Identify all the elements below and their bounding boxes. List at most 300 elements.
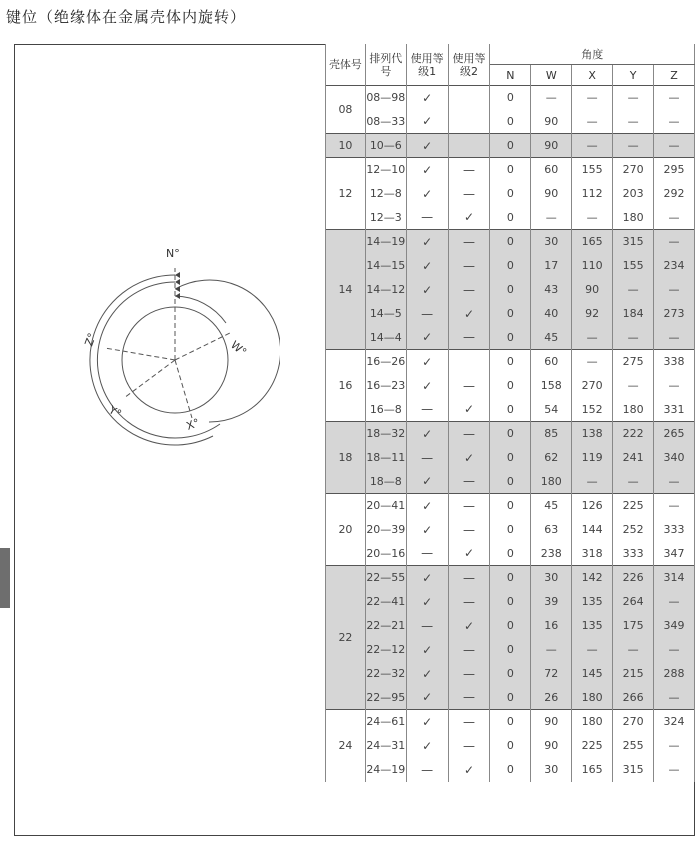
table-row bbox=[326, 662, 695, 686]
angle-n: 0 bbox=[490, 734, 531, 758]
angle-w: 30 bbox=[531, 758, 572, 782]
series-code: 14—15 bbox=[365, 254, 406, 278]
series-code: 16—23 bbox=[365, 374, 406, 398]
angle-z: — bbox=[654, 494, 695, 518]
angle-x: 145 bbox=[572, 662, 613, 686]
angle-n: 0 bbox=[490, 710, 531, 734]
angle-w: 60 bbox=[531, 158, 572, 182]
angle-n: 0 bbox=[490, 158, 531, 182]
angle-w: 17 bbox=[531, 254, 572, 278]
use-level-2: — bbox=[448, 182, 490, 206]
table-row bbox=[326, 566, 695, 590]
angle-z: — bbox=[654, 326, 695, 350]
angle-y: 175 bbox=[613, 614, 654, 638]
table-row bbox=[326, 518, 695, 542]
use-level-1: — bbox=[406, 614, 448, 638]
angle-y: 270 bbox=[613, 710, 654, 734]
table-row bbox=[326, 494, 695, 518]
angle-x: 112 bbox=[572, 182, 613, 206]
use-level-2: — bbox=[448, 518, 490, 542]
series-code: 18—11 bbox=[365, 446, 406, 470]
arc-w bbox=[175, 296, 226, 323]
angle-x: — bbox=[572, 134, 613, 158]
use-level-1: ✓ bbox=[406, 134, 448, 158]
use-level-1: ✓ bbox=[406, 566, 448, 590]
angle-x: — bbox=[572, 206, 613, 230]
table-row bbox=[326, 182, 695, 206]
angle-n: 0 bbox=[490, 518, 531, 542]
angle-x: — bbox=[572, 326, 613, 350]
shell-group bbox=[326, 134, 695, 158]
angle-z: 331 bbox=[654, 398, 695, 422]
use-level-1: ✓ bbox=[406, 86, 448, 110]
series-code: 08—98 bbox=[365, 86, 406, 110]
use-level-2: — bbox=[448, 326, 490, 350]
angle-n: 0 bbox=[490, 302, 531, 326]
use-level-1: ✓ bbox=[406, 590, 448, 614]
angle-y: 222 bbox=[613, 422, 654, 446]
use-level-1: ✓ bbox=[406, 638, 448, 662]
use-level-1: — bbox=[406, 398, 448, 422]
angle-n: 0 bbox=[490, 86, 531, 110]
angle-x: 119 bbox=[572, 446, 613, 470]
angle-x: 126 bbox=[572, 494, 613, 518]
use-level-2: — bbox=[448, 254, 490, 278]
series-code: 14—5 bbox=[365, 302, 406, 326]
label-x: X° bbox=[184, 416, 202, 433]
angle-w: 90 bbox=[531, 710, 572, 734]
angle-z: 292 bbox=[654, 182, 695, 206]
angle-y: — bbox=[613, 110, 654, 134]
use-level-2: — bbox=[448, 494, 490, 518]
shell-group bbox=[326, 230, 695, 350]
table-row bbox=[326, 254, 695, 278]
angle-n: 0 bbox=[490, 206, 531, 230]
angle-y: 155 bbox=[613, 254, 654, 278]
use-level-1: ✓ bbox=[406, 158, 448, 182]
angle-x: 90 bbox=[572, 278, 613, 302]
angle-x: 155 bbox=[572, 158, 613, 182]
angle-w: 26 bbox=[531, 686, 572, 710]
angle-n: 0 bbox=[490, 134, 531, 158]
angle-n: 0 bbox=[490, 662, 531, 686]
angle-w: — bbox=[531, 638, 572, 662]
use-level-2: — bbox=[448, 470, 490, 494]
angle-w: — bbox=[531, 206, 572, 230]
angle-x: — bbox=[572, 86, 613, 110]
use-level-2: — bbox=[448, 686, 490, 710]
angle-n: 0 bbox=[490, 470, 531, 494]
angle-x: 135 bbox=[572, 614, 613, 638]
angle-z: 295 bbox=[654, 158, 695, 182]
use-level-1: ✓ bbox=[406, 494, 448, 518]
angle-w: 90 bbox=[531, 110, 572, 134]
use-level-1: ✓ bbox=[406, 278, 448, 302]
angle-n: 0 bbox=[490, 686, 531, 710]
angle-y: 270 bbox=[613, 158, 654, 182]
angle-n: 0 bbox=[490, 758, 531, 782]
shell-number: 10 bbox=[326, 134, 366, 158]
series-code: 18—32 bbox=[365, 422, 406, 446]
angle-z: — bbox=[654, 686, 695, 710]
angle-x: 110 bbox=[572, 254, 613, 278]
ray-z bbox=[105, 348, 175, 360]
angle-y: 266 bbox=[613, 686, 654, 710]
angle-x: 225 bbox=[572, 734, 613, 758]
use-level-2: — bbox=[448, 662, 490, 686]
angle-w: 85 bbox=[531, 422, 572, 446]
use-level-2: — bbox=[448, 278, 490, 302]
table-row bbox=[326, 350, 695, 374]
angle-y: 225 bbox=[613, 494, 654, 518]
table-row bbox=[326, 638, 695, 662]
use-level-1: ✓ bbox=[406, 374, 448, 398]
angle-z: — bbox=[654, 734, 695, 758]
use-level-2: — bbox=[448, 422, 490, 446]
angle-y: 180 bbox=[613, 398, 654, 422]
use-level-2: — bbox=[448, 638, 490, 662]
series-code: 14—4 bbox=[365, 326, 406, 350]
use-level-2 bbox=[448, 86, 490, 110]
angle-z: — bbox=[654, 590, 695, 614]
use-level-1: ✓ bbox=[406, 470, 448, 494]
series-code: 24—31 bbox=[365, 734, 406, 758]
use-level-1: — bbox=[406, 542, 448, 566]
angle-z: 234 bbox=[654, 254, 695, 278]
use-level-2: — bbox=[448, 590, 490, 614]
table-row bbox=[326, 206, 695, 230]
angle-w: — bbox=[531, 86, 572, 110]
angle-n: 0 bbox=[490, 446, 531, 470]
series-code: 16—26 bbox=[365, 350, 406, 374]
shell-number: 08 bbox=[326, 86, 366, 134]
angle-w: 158 bbox=[531, 374, 572, 398]
angle-x: 142 bbox=[572, 566, 613, 590]
header-use1: 使用等级1 bbox=[406, 44, 448, 86]
use-level-2 bbox=[448, 110, 490, 134]
angle-x: 165 bbox=[572, 230, 613, 254]
shell-number: 22 bbox=[326, 566, 366, 710]
angle-y: 180 bbox=[613, 206, 654, 230]
angle-y: 255 bbox=[613, 734, 654, 758]
angle-w: 63 bbox=[531, 518, 572, 542]
angle-z: — bbox=[654, 230, 695, 254]
series-code: 24—61 bbox=[365, 710, 406, 734]
use-level-2: — bbox=[448, 710, 490, 734]
use-level-2: ✓ bbox=[448, 758, 490, 782]
table-row bbox=[326, 86, 695, 110]
series-code: 24—19 bbox=[365, 758, 406, 782]
angle-n: 0 bbox=[490, 638, 531, 662]
series-code: 20—41 bbox=[365, 494, 406, 518]
angle-w: 40 bbox=[531, 302, 572, 326]
table-row bbox=[326, 542, 695, 566]
series-code: 12—3 bbox=[365, 206, 406, 230]
table-row bbox=[326, 158, 695, 182]
angle-z: — bbox=[654, 278, 695, 302]
angle-y: — bbox=[613, 326, 654, 350]
angle-z: 265 bbox=[654, 422, 695, 446]
angle-w: 54 bbox=[531, 398, 572, 422]
angle-z: 347 bbox=[654, 542, 695, 566]
table-row bbox=[326, 326, 695, 350]
use-level-1: ✓ bbox=[406, 422, 448, 446]
angle-z: 273 bbox=[654, 302, 695, 326]
use-level-2 bbox=[448, 350, 490, 374]
shell-group bbox=[326, 494, 695, 566]
angle-n: 0 bbox=[490, 254, 531, 278]
table-row bbox=[326, 734, 695, 758]
angle-n: 0 bbox=[490, 614, 531, 638]
angle-y: 215 bbox=[613, 662, 654, 686]
header-use2: 使用等级2 bbox=[448, 44, 490, 86]
angle-w: 30 bbox=[531, 230, 572, 254]
header-angle-y: Y bbox=[613, 65, 654, 86]
series-code: 22—21 bbox=[365, 614, 406, 638]
angle-y: — bbox=[613, 278, 654, 302]
angle-w: 180 bbox=[531, 470, 572, 494]
shell-number: 16 bbox=[326, 350, 366, 422]
angle-y: — bbox=[613, 470, 654, 494]
use-level-2: ✓ bbox=[448, 206, 490, 230]
header-angle-w: W bbox=[531, 65, 572, 86]
angle-w: 62 bbox=[531, 446, 572, 470]
use-level-1: — bbox=[406, 206, 448, 230]
arrow-4 bbox=[175, 293, 180, 299]
series-code: 08—33 bbox=[365, 110, 406, 134]
angle-x: 138 bbox=[572, 422, 613, 446]
use-level-2: ✓ bbox=[448, 446, 490, 470]
use-level-1: — bbox=[406, 758, 448, 782]
angle-n: 0 bbox=[490, 542, 531, 566]
header-angle-z: Z bbox=[654, 65, 695, 86]
angle-y: 226 bbox=[613, 566, 654, 590]
angle-y: 275 bbox=[613, 350, 654, 374]
use-level-1: ✓ bbox=[406, 662, 448, 686]
angle-y: 264 bbox=[613, 590, 654, 614]
angle-y: — bbox=[613, 638, 654, 662]
table-row bbox=[326, 398, 695, 422]
series-code: 12—8 bbox=[365, 182, 406, 206]
use-level-1: ✓ bbox=[406, 734, 448, 758]
series-code: 22—32 bbox=[365, 662, 406, 686]
angle-w: 45 bbox=[531, 326, 572, 350]
angle-y: 315 bbox=[613, 230, 654, 254]
angle-x: 92 bbox=[572, 302, 613, 326]
ray-w bbox=[175, 332, 232, 360]
angle-z: — bbox=[654, 134, 695, 158]
angle-z: — bbox=[654, 206, 695, 230]
angle-n: 0 bbox=[490, 182, 531, 206]
use-level-1: ✓ bbox=[406, 710, 448, 734]
arrow-3 bbox=[175, 286, 180, 292]
shell-group bbox=[326, 158, 695, 230]
use-level-2: — bbox=[448, 734, 490, 758]
angle-x: 270 bbox=[572, 374, 613, 398]
shell-number: 24 bbox=[326, 710, 366, 782]
shell-number: 18 bbox=[326, 422, 366, 494]
angle-w: 45 bbox=[531, 494, 572, 518]
shell-group bbox=[326, 422, 695, 494]
series-code: 14—12 bbox=[365, 278, 406, 302]
angle-w: 39 bbox=[531, 590, 572, 614]
angle-n: 0 bbox=[490, 230, 531, 254]
table-row bbox=[326, 110, 695, 134]
shell-group bbox=[326, 350, 695, 422]
table-row bbox=[326, 686, 695, 710]
angle-y: — bbox=[613, 374, 654, 398]
angle-w: 30 bbox=[531, 566, 572, 590]
angle-x: 144 bbox=[572, 518, 613, 542]
use-level-1: — bbox=[406, 446, 448, 470]
angle-x: — bbox=[572, 470, 613, 494]
angle-w: 16 bbox=[531, 614, 572, 638]
angle-z: — bbox=[654, 86, 695, 110]
angle-n: 0 bbox=[490, 350, 531, 374]
header-angle: 角度 bbox=[490, 44, 695, 65]
use-level-1: — bbox=[406, 302, 448, 326]
use-level-1: ✓ bbox=[406, 182, 448, 206]
angle-z: 288 bbox=[654, 662, 695, 686]
shell-group bbox=[326, 710, 695, 782]
angle-n: 0 bbox=[490, 566, 531, 590]
angle-y: — bbox=[613, 86, 654, 110]
shell-number: 20 bbox=[326, 494, 366, 566]
table-row bbox=[326, 470, 695, 494]
angle-w: 90 bbox=[531, 734, 572, 758]
use-level-2: ✓ bbox=[448, 614, 490, 638]
angle-n: 0 bbox=[490, 110, 531, 134]
angle-y: 203 bbox=[613, 182, 654, 206]
series-code: 20—16 bbox=[365, 542, 406, 566]
angle-x: 152 bbox=[572, 398, 613, 422]
angle-n: 0 bbox=[490, 398, 531, 422]
arrow-2 bbox=[175, 279, 180, 285]
shell-number: 14 bbox=[326, 230, 366, 350]
keying-diagram bbox=[80, 240, 280, 450]
angle-x: 180 bbox=[572, 710, 613, 734]
angle-y: 315 bbox=[613, 758, 654, 782]
table-row bbox=[326, 230, 695, 254]
angle-y: — bbox=[613, 134, 654, 158]
series-code: 22—12 bbox=[365, 638, 406, 662]
arrow-1 bbox=[175, 272, 180, 278]
ray-y bbox=[124, 360, 175, 398]
angle-x: 180 bbox=[572, 686, 613, 710]
angle-n: 0 bbox=[490, 374, 531, 398]
angle-y: 333 bbox=[613, 542, 654, 566]
header-series: 排列代号 bbox=[365, 44, 406, 86]
angle-z: 338 bbox=[654, 350, 695, 374]
use-level-1: ✓ bbox=[406, 686, 448, 710]
angle-x: — bbox=[572, 638, 613, 662]
angle-y: 241 bbox=[613, 446, 654, 470]
angle-z: 324 bbox=[654, 710, 695, 734]
table-row bbox=[326, 590, 695, 614]
series-code: 18—8 bbox=[365, 470, 406, 494]
keying-table bbox=[325, 44, 695, 782]
series-code: 16—8 bbox=[365, 398, 406, 422]
angle-w: 60 bbox=[531, 350, 572, 374]
header-angle-x: X bbox=[572, 65, 613, 86]
table-row bbox=[326, 134, 695, 158]
angle-z: — bbox=[654, 758, 695, 782]
angle-z: — bbox=[654, 638, 695, 662]
use-level-1: ✓ bbox=[406, 254, 448, 278]
angle-z: 349 bbox=[654, 614, 695, 638]
use-level-2 bbox=[448, 134, 490, 158]
shell-group bbox=[326, 566, 695, 710]
angle-y: 252 bbox=[613, 518, 654, 542]
use-level-1: ✓ bbox=[406, 230, 448, 254]
table-row bbox=[326, 710, 695, 734]
use-level-2: — bbox=[448, 158, 490, 182]
use-level-1: ✓ bbox=[406, 110, 448, 134]
angle-y: 184 bbox=[613, 302, 654, 326]
angle-z: — bbox=[654, 374, 695, 398]
series-code: 10—6 bbox=[365, 134, 406, 158]
series-code: 20—39 bbox=[365, 518, 406, 542]
angle-w: 72 bbox=[531, 662, 572, 686]
angle-w: 90 bbox=[531, 134, 572, 158]
angle-x: — bbox=[572, 350, 613, 374]
shell-number: 12 bbox=[326, 158, 366, 230]
use-level-1: ✓ bbox=[406, 518, 448, 542]
series-code: 14—19 bbox=[365, 230, 406, 254]
label-n: N° bbox=[166, 247, 180, 260]
table-row bbox=[326, 302, 695, 326]
angle-z: 340 bbox=[654, 446, 695, 470]
label-y: Y° bbox=[106, 403, 124, 421]
angle-x: 165 bbox=[572, 758, 613, 782]
use-level-1: ✓ bbox=[406, 326, 448, 350]
label-w: W° bbox=[228, 338, 249, 359]
table-row bbox=[326, 614, 695, 638]
use-level-2: — bbox=[448, 230, 490, 254]
use-level-2: — bbox=[448, 566, 490, 590]
angle-x: — bbox=[572, 110, 613, 134]
angle-n: 0 bbox=[490, 590, 531, 614]
table-row bbox=[326, 422, 695, 446]
angle-w: 238 bbox=[531, 542, 572, 566]
series-code: 22—55 bbox=[365, 566, 406, 590]
header-shell: 壳体号 bbox=[326, 44, 366, 86]
angle-n: 0 bbox=[490, 278, 531, 302]
shell-group bbox=[326, 86, 695, 134]
angle-z: — bbox=[654, 110, 695, 134]
angle-w: 43 bbox=[531, 278, 572, 302]
ray-x bbox=[175, 360, 192, 418]
use-level-2: ✓ bbox=[448, 542, 490, 566]
table-row bbox=[326, 374, 695, 398]
angle-w: 90 bbox=[531, 182, 572, 206]
use-level-2: ✓ bbox=[448, 398, 490, 422]
label-z: Z° bbox=[82, 331, 99, 349]
angle-z: 333 bbox=[654, 518, 695, 542]
table-row bbox=[326, 446, 695, 470]
angle-z: — bbox=[654, 470, 695, 494]
series-code: 12—10 bbox=[365, 158, 406, 182]
use-level-2: ✓ bbox=[448, 302, 490, 326]
header-angle-n: N bbox=[490, 65, 531, 86]
series-code: 22—41 bbox=[365, 590, 406, 614]
side-tab-marker bbox=[0, 548, 10, 608]
angle-x: 135 bbox=[572, 590, 613, 614]
angle-z: 314 bbox=[654, 566, 695, 590]
page-title: 键位（绝缘体在金属壳体内旋转） bbox=[6, 8, 247, 26]
table-row bbox=[326, 758, 695, 782]
angle-x: 318 bbox=[572, 542, 613, 566]
